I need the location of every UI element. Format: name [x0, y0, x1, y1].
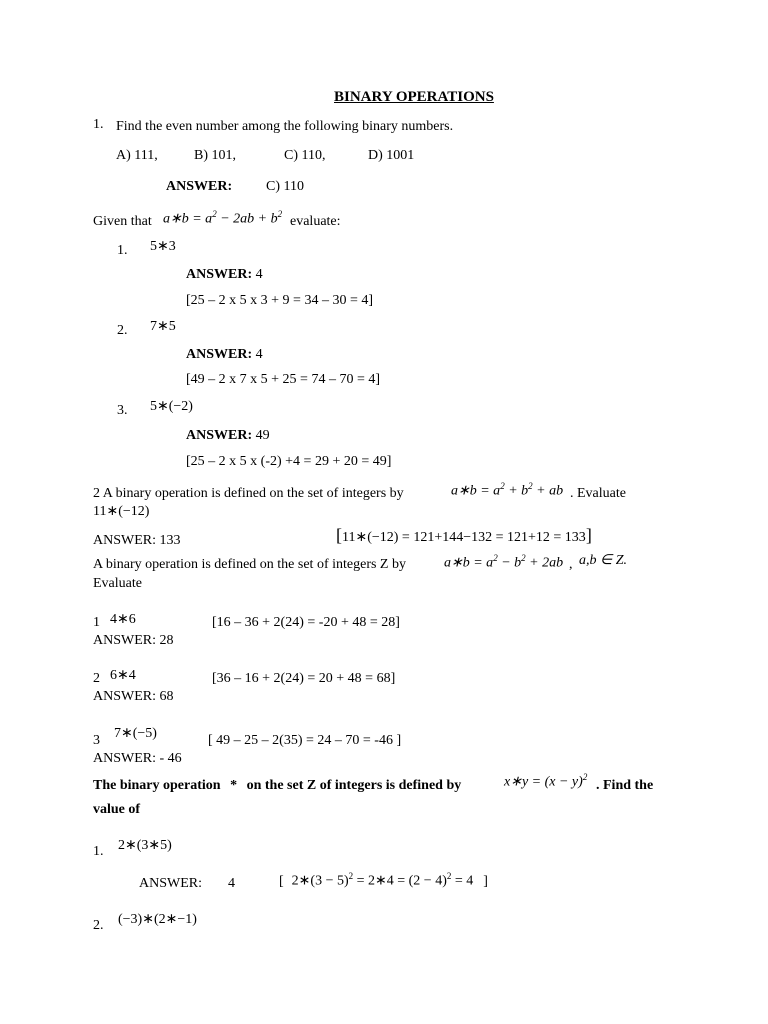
q2-answer: ANSWER: 133 — [93, 533, 181, 548]
q3-intro: A binary operation is defined on the set of integers Z by — [93, 557, 406, 572]
page-title: BINARY OPERATIONS — [334, 89, 494, 105]
q2-work — [336, 526, 592, 545]
q4-intro-b: on the set Z of integers is defined by — [246, 778, 462, 793]
q3-3-work: [ 49 – 25 – 2(35) = 24 – 70 = -46 ] — [208, 733, 402, 748]
q1-answer: C) 110 — [266, 179, 304, 194]
q2-work-text: 11∗(−12) = 121+144−132 = 121+12 = 133 — [342, 530, 586, 545]
given-formula: a∗b = $a^2 - 2ab + b^2$ — [163, 209, 283, 227]
given-1-answer — [186, 268, 263, 282]
answer-value: 4 — [252, 267, 263, 282]
given-2-expr: 7∗5 — [150, 319, 176, 334]
bracket-close: ] — [585, 525, 592, 545]
q4-star: * — [230, 778, 238, 793]
q3-1-work: [16 – 36 + 2(24) = -20 + 48 = 28] — [212, 615, 400, 630]
given-2-answer — [186, 348, 263, 362]
given-1-number: 1. — [117, 243, 128, 258]
q4-intro — [93, 779, 461, 793]
q3-comma: , — [569, 557, 573, 572]
q2-intro: 2 A binary operation is defined on the set of integers by — [93, 486, 404, 501]
q4-intro-c: . Find the — [596, 778, 654, 793]
given-2-number: 2. — [117, 323, 128, 338]
q3-1-answer: ANSWER: 28 — [93, 633, 174, 648]
q4-intro-d: value of — [93, 802, 141, 817]
q1-option-b: B) 101, — [194, 148, 236, 163]
q4-2-expr: (−3)∗(2∗−1) — [118, 912, 197, 927]
q4-1-work: [ 2∗(3 − 5)$^2$ = 2∗4 = $(2 - 4)^2 = 4$ ] — [279, 871, 488, 889]
given-3-number: 3. — [117, 403, 128, 418]
answer-value: 4 — [252, 347, 263, 362]
q3-2-work: [36 – 16 + 2(24) = 20 + 48 = 68] — [212, 671, 396, 686]
answer-label: ANSWER: — [186, 267, 253, 282]
bracket-open: [ — [336, 525, 342, 545]
q3-formula: a∗b = $a^2 - b^2 + 2ab$ — [444, 553, 564, 571]
q3-1-expr: 4∗6 — [110, 612, 136, 627]
q3-2-number: 2 — [93, 671, 100, 686]
q4-1-answer-label: ANSWER: — [139, 876, 202, 891]
q4-1-number: 1. — [93, 844, 104, 859]
q3-3-answer: ANSWER: - 46 — [93, 751, 182, 766]
q1-option-a: A) 111, — [116, 148, 158, 163]
q2-expr: 11∗(−12) — [93, 504, 150, 519]
q1-option-d: D) 1001 — [368, 148, 415, 163]
q3-3-number: 3 — [93, 733, 100, 748]
answer-value: 49 — [252, 428, 270, 443]
given-prefix: Given that — [93, 214, 152, 229]
answer-label: ANSWER: — [186, 428, 253, 443]
given-3-work: [25 – 2 x 5 x (-2) +4 = 29 + 20 = 49] — [186, 454, 392, 469]
bracket-open: [ — [279, 873, 284, 889]
q3-1-number: 1 — [93, 615, 100, 630]
q1-number: 1. — [93, 117, 104, 132]
bracket-close: ] — [483, 873, 488, 889]
q3-evaluate: Evaluate — [93, 576, 142, 591]
q1-text: Find the even number among the following binary numbers. — [116, 119, 454, 134]
given-3-expr: 5∗(−2) — [150, 399, 193, 414]
q3-3-expr: 7∗(−5) — [114, 726, 157, 741]
q3-domain: a,b ∈ Z. — [579, 553, 627, 568]
q4-formula: x∗y = $(x - y)^2$ — [504, 772, 588, 790]
q2-formula: a∗b = $a^2 + b^2$ + ab — [451, 481, 564, 499]
q1-answer-label: ANSWER: — [166, 179, 233, 194]
q4-intro-a: The binary operation — [93, 778, 221, 793]
q4-2-number: 2. — [93, 918, 104, 933]
given-suffix: evaluate: — [290, 214, 341, 229]
given-1-work: [25 – 2 x 5 x 3 + 9 = 34 – 30 = 4] — [186, 293, 374, 308]
q1-option-c: C) 110, — [284, 148, 326, 163]
q2-after: . Evaluate — [570, 486, 626, 501]
given-2-work: [49 – 2 x 7 x 5 + 25 = 74 – 70 = 4] — [186, 372, 381, 387]
given-3-answer — [186, 429, 270, 443]
given-1-expr: 5∗3 — [150, 239, 176, 254]
answer-label: ANSWER: — [186, 347, 253, 362]
q3-2-expr: 6∗4 — [110, 668, 136, 683]
q3-2-answer: ANSWER: 68 — [93, 689, 174, 704]
q4-1-expr: 2∗(3∗5) — [118, 838, 172, 853]
q4-1-answer: 4 — [228, 876, 235, 891]
